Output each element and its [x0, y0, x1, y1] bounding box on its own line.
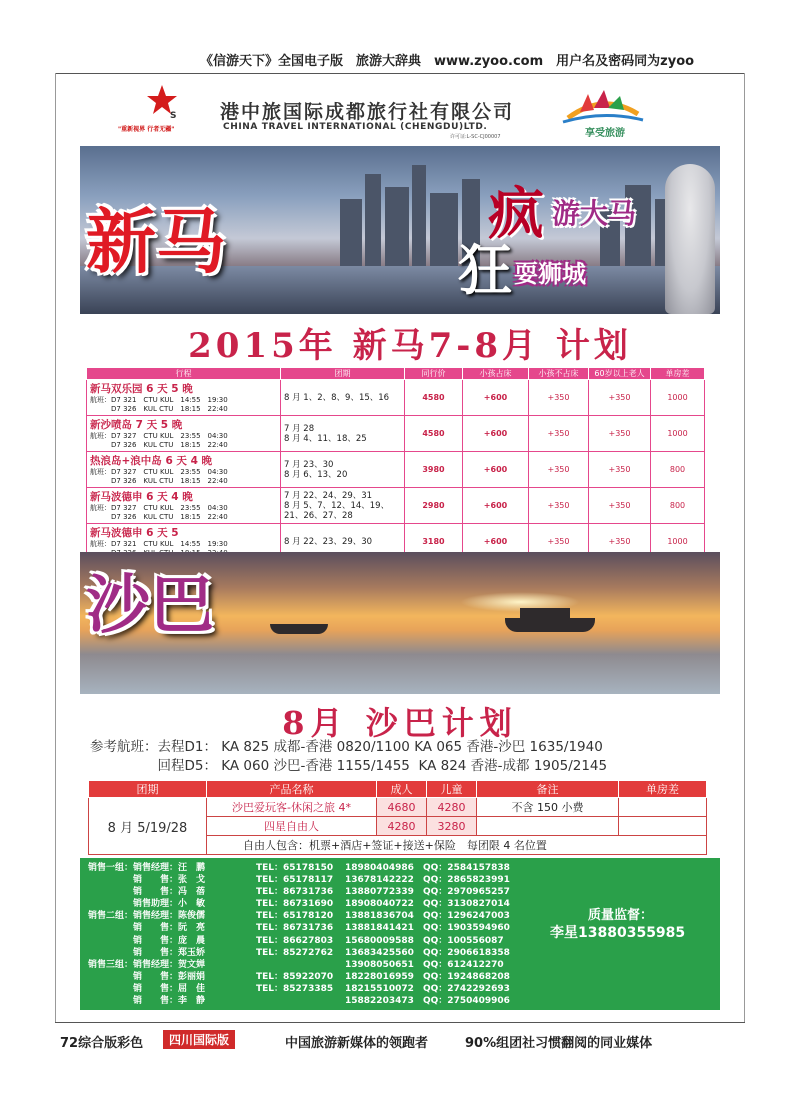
table-row: [87, 380, 705, 416]
child-nobed-cell: +350: [529, 488, 589, 524]
flight-line: 航班：D7 327 CTU KUL 23:55 04:30: [90, 504, 228, 512]
route-cell: [87, 416, 281, 452]
plan1-table: [86, 367, 705, 560]
senior-cell: +350: [589, 452, 651, 488]
price-cell: 3180: [405, 524, 463, 560]
senior-cell: +350: [589, 380, 651, 416]
flight-line: D7 326 KUL CTU 18:15 22:40: [90, 441, 228, 449]
banner-title-shaba: 沙巴: [86, 568, 214, 643]
price-cell: 2980: [405, 488, 463, 524]
dates-cell: [281, 488, 405, 524]
banner-tag1-small: 游大马: [552, 197, 637, 230]
dates-cell: [281, 452, 405, 488]
column-header: 行程: [87, 368, 281, 380]
adult-price: 4680: [377, 798, 427, 817]
quality-supervision-label: 质量监督：: [588, 908, 654, 923]
child-bed-cell: +600: [463, 416, 529, 452]
tour-dates: 8 月 1、2、8、9、15、16: [284, 392, 390, 403]
price-cell: 4580: [405, 380, 463, 416]
footer-tagline-2: 90%组团社习惯翻阅的同业媒体: [465, 1036, 653, 1051]
column-header: 单房差: [619, 781, 707, 798]
tour-dates: 7 月 28 8 月 4、11、18、25: [284, 423, 367, 444]
banner-tag2-small: 耍狮城: [514, 260, 586, 288]
note-cell: 不含 150 小费: [477, 798, 619, 817]
column-header: 儿童: [427, 781, 477, 798]
frame-left-border: [55, 73, 56, 1023]
column-header: 备注: [477, 781, 619, 798]
tour-period: 8 月 5/19/28: [89, 798, 207, 855]
edition-badge: 四川国际版: [163, 1030, 235, 1049]
footer-divider: [55, 1022, 745, 1023]
company-name-en: CHINA TRAVEL INTERNATIONAL (CHENGDU)LTD.: [223, 122, 488, 132]
route-cell: [87, 452, 281, 488]
flight-line: D7 326 KUL CTU 18:15 22:40: [90, 405, 228, 413]
flight-line: 航班：D7 327 CTU KUL 23:55 04:30: [90, 432, 228, 440]
flight-line: 航班：D7 321 CTU KUL 14:55 19:30: [90, 540, 228, 548]
flight-line: D7 326 KUL CTU 18:15 22:40: [90, 513, 228, 521]
child-bed-cell: +600: [463, 452, 529, 488]
route-name: 新马波德申 6 天 4 晚: [90, 491, 193, 503]
single-room-cell: 1000: [651, 524, 705, 560]
senior-cell: +350: [589, 488, 651, 524]
dates-cell: [281, 380, 405, 416]
column-header: 团期: [89, 781, 207, 798]
tour-dates: 7 月 23、30 8 月 6、13、20: [284, 459, 348, 480]
single-room-cell: 800: [651, 488, 705, 524]
flight-line: D7 326 KUL CTU 18:15 22:40: [90, 477, 228, 485]
child-bed-cell: +600: [463, 524, 529, 560]
adult-price: 4280: [377, 817, 427, 836]
plan2-title: 8月 沙巴计划: [282, 704, 518, 742]
banner-tag2-big: 狂: [458, 238, 512, 302]
star-logo-icon: [140, 84, 190, 120]
company-slogan: "重新视界 行者无疆": [118, 126, 175, 133]
child-nobed-cell: +350: [529, 524, 589, 560]
table-row: [87, 488, 705, 524]
company-name-cn: 港中旅国际成都旅行社有限公司: [220, 101, 515, 123]
plan2-table: [88, 780, 707, 855]
merlion-statue-icon: [665, 164, 715, 314]
boat-icon: [505, 618, 595, 632]
banner-title-xinma: 新马: [86, 200, 226, 283]
route-name: 新沙喷岛 7 天 5 晚: [90, 419, 183, 431]
product-name: 沙巴爱玩客-休闲之旅 4*: [207, 798, 377, 817]
product-name: 四星自由人: [207, 817, 377, 836]
table-row: [87, 416, 705, 452]
license-number: 许可证:L-SC-CJ00007: [450, 134, 501, 140]
telephone-list: TEL：65178150 TEL：65178117 TEL：86731736 TEL：86731690 TEL：65178120 TEL：86731736 TEL：86627803 TEL：85272762 TEL：85922070 TEL：85273385: [256, 863, 334, 994]
singapore-malaysia-banner: [80, 146, 720, 314]
price-cell: 4580: [405, 416, 463, 452]
column-header: 成人: [377, 781, 427, 798]
senior-cell: +350: [589, 416, 651, 452]
reference-flights: 参考航班：去程D1： KA 825 成都-香港 0820/1100 KA 065 香港-沙巴 1635/1940 回程D5： KA 060 沙巴-香港 1155/1455 KA 824 香港-成都 1905/2145: [90, 739, 608, 774]
dates-cell: [281, 416, 405, 452]
note-cell: [477, 817, 619, 836]
child-nobed-cell: +350: [529, 380, 589, 416]
child-price: 4280: [427, 798, 477, 817]
tour-dates: 7 月 22、24、29、31 8 月 5、7、12、14、19、 21、26、27、28: [284, 490, 390, 521]
magazine-header: 《信游天下》全国电子版 旅游大辞典 www.zyoo.com 用户名及密码同为zyoo: [200, 54, 695, 69]
qq-list: QQ：2584157838 QQ：2865823991 QQ：2970965257 QQ：3130827014 QQ：1296247003 QQ：1903594960 QQ：100556087 QQ：2906618358 QQ：612412270 QQ：1924868208 QQ：2742292693 QQ：2750409906: [423, 863, 510, 1007]
free-travel-footnote: 自由人包含：机票+酒店+签证+接送+保险 每团限 4 名位置: [207, 836, 707, 855]
route-name: 新马波德申 6 天 5: [90, 527, 179, 539]
sales-contacts-panel: [80, 858, 720, 1010]
single-room-cell: 1000: [651, 416, 705, 452]
plan1-title: 2015年 新马7-8月 计划: [188, 326, 632, 366]
flight-line: 航班：D7 327 CTU KUL 23:55 04:30: [90, 468, 228, 476]
table-header-row: [87, 368, 705, 380]
child-nobed-cell: +350: [529, 452, 589, 488]
tour-dates: 8 月 22、23、29、30: [284, 536, 373, 547]
frame-right-border: [744, 73, 745, 1023]
child-bed-cell: +600: [463, 488, 529, 524]
column-header: 产品名称: [207, 781, 377, 798]
header-divider: [55, 73, 745, 74]
mobile-list: 18980404986 13678142222 13880772339 18908040722 13881836704 13881841421 15680009588 13683425560 13908050651 18228016959 18215510072 15882203473: [345, 863, 414, 1007]
column-header: 小孩占床: [463, 368, 529, 380]
single-room-cell: [619, 798, 707, 817]
senior-cell: +350: [589, 524, 651, 560]
price-cell: 3980: [405, 452, 463, 488]
table-row: [89, 798, 707, 817]
route-name: 新马双乐园 6 天 5 晚: [90, 383, 193, 395]
child-bed-cell: +600: [463, 380, 529, 416]
route-cell: [87, 488, 281, 524]
quality-supervision-contact: 李星13880355985: [550, 925, 686, 941]
table-header-row: [89, 781, 707, 798]
brand-sunrise-logo-icon: [558, 84, 648, 128]
column-header: 小孩不占床: [529, 368, 589, 380]
flight-line: 航班：D7 321 CTU KUL 14:55 19:30: [90, 396, 228, 404]
column-header: 单房差: [651, 368, 705, 380]
column-header: 同行价: [405, 368, 463, 380]
sales-staff-list: 销售一组：销售经理：汪 鹏 销 售：张 戈 销 售：冯 蓓 销售助理：小 敏 销售二组：销售经理：陈俊儒 销 售：阮 亮 销 售：庞 晨 销 售：郑玉娇 销售三组：销售经理：贺文婵 销 售：彭丽娟 销 售：屈 佳 销 售：李 静: [88, 863, 206, 1007]
column-header: 60岁以上老人: [589, 368, 651, 380]
page-number: 72综合版彩色: [60, 1036, 144, 1051]
sabah-sunset-banner: [80, 552, 720, 694]
column-header: 团期: [281, 368, 405, 380]
route-cell: [87, 380, 281, 416]
single-room-cell: 1000: [651, 380, 705, 416]
table-row: [87, 452, 705, 488]
footer-tagline-1: 中国旅游新媒体的领跑者: [285, 1036, 429, 1051]
single-room-cell: [619, 817, 707, 836]
svg-text:S: S: [170, 111, 177, 120]
child-nobed-cell: +350: [529, 416, 589, 452]
banner-tag1-big: 疯: [488, 181, 544, 247]
boat-icon: [270, 624, 328, 634]
child-price: 3280: [427, 817, 477, 836]
brand-name: 享受旅游: [585, 128, 625, 139]
route-name: 热浪岛+浪中岛 6 天 4 晚: [90, 455, 213, 467]
single-room-cell: 800: [651, 452, 705, 488]
